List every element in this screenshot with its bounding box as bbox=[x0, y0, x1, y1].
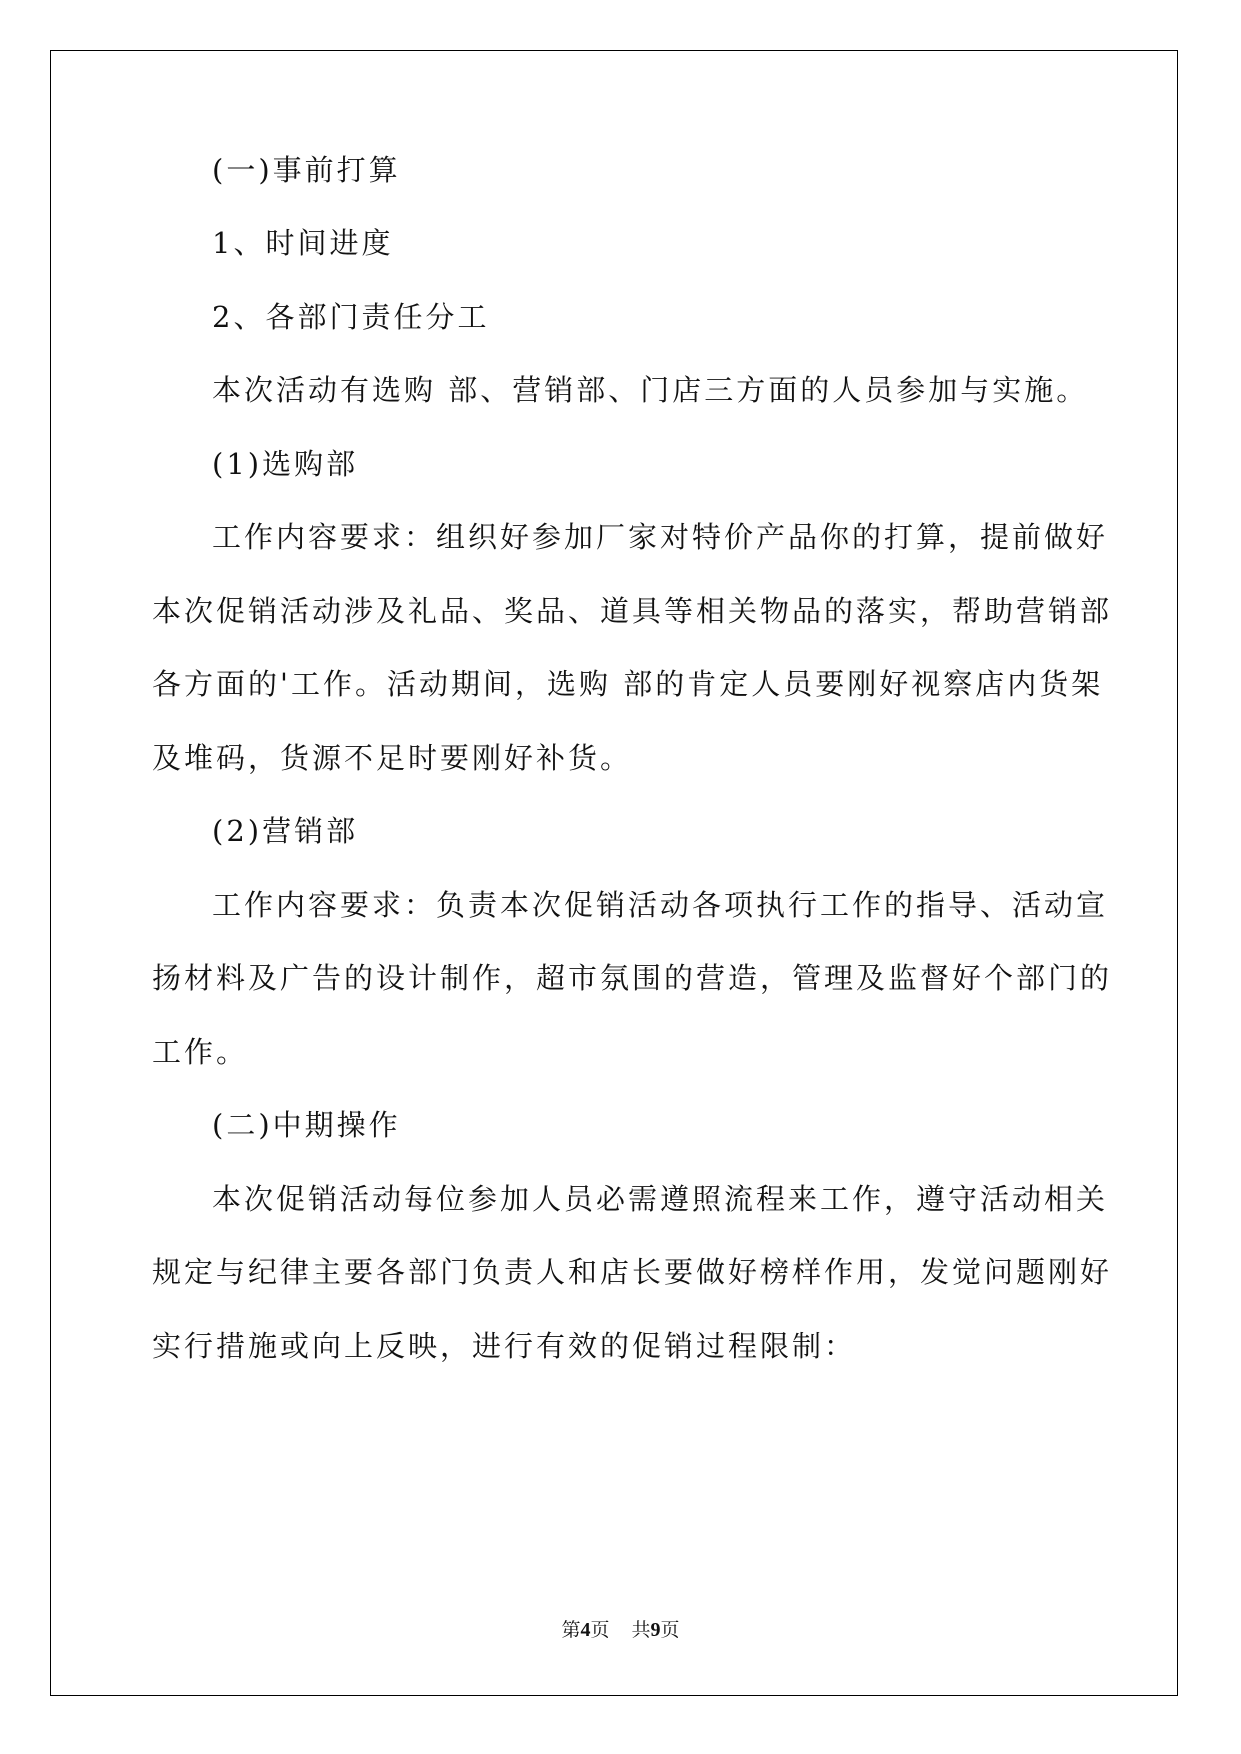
text-line: (二)中期操作 bbox=[212, 1108, 401, 1142]
footer-page-word: 页 bbox=[590, 1619, 610, 1641]
total-page-number: 9 bbox=[650, 1619, 661, 1641]
text-line: 扬材料及广告的设计制作，超市氛围的营造，管理及监督好个部门的 bbox=[152, 961, 1113, 995]
current-page-number: 4 bbox=[580, 1619, 591, 1641]
text-line: 工作。 bbox=[152, 1035, 249, 1069]
text-line: (一)事前打算 bbox=[212, 153, 401, 187]
text-line: 2、各部门责任分工 bbox=[212, 300, 490, 334]
text-line: 工作内容要求：组织好参加厂家对特价产品你的打算，提前做好 bbox=[212, 520, 1109, 554]
text-line: 1、时间进度 bbox=[212, 226, 394, 260]
text-line: 各方面的'工作。活动期间，选购 部的肯定人员要刚好视察店内货架 bbox=[152, 667, 1104, 701]
text-line: 规定与纪律主要各部门负责人和店长要做好榜样作用，发觉问题刚好 bbox=[152, 1255, 1113, 1289]
page-border bbox=[50, 50, 1178, 1696]
footer-prefix: 第 bbox=[561, 1619, 581, 1641]
footer-total-suffix: 页 bbox=[660, 1619, 680, 1641]
text-line: 及堆码，货源不足时要刚好补货。 bbox=[152, 741, 633, 775]
text-line: 本次促销活动涉及礼品、奖品、道具等相关物品的落实，帮助营销部 bbox=[152, 594, 1113, 628]
text-line: 本次活动有选购 部、营销部、门店三方面的人员参加与实施。 bbox=[212, 373, 1089, 407]
text-line: 实行措施或向上反映，进行有效的促销过程限制： bbox=[152, 1329, 857, 1363]
page-footer bbox=[0, 1615, 1241, 1642]
text-line: (2)营销部 bbox=[212, 814, 359, 848]
text-line: 本次促销活动每位参加人员必需遵照流程来工作，遵守活动相关 bbox=[212, 1182, 1109, 1216]
text-line: 工作内容要求：负责本次促销活动各项执行工作的指导、活动宣 bbox=[212, 888, 1109, 922]
footer-total-prefix: 共 bbox=[631, 1619, 651, 1641]
text-line: (1)选购部 bbox=[212, 447, 359, 481]
